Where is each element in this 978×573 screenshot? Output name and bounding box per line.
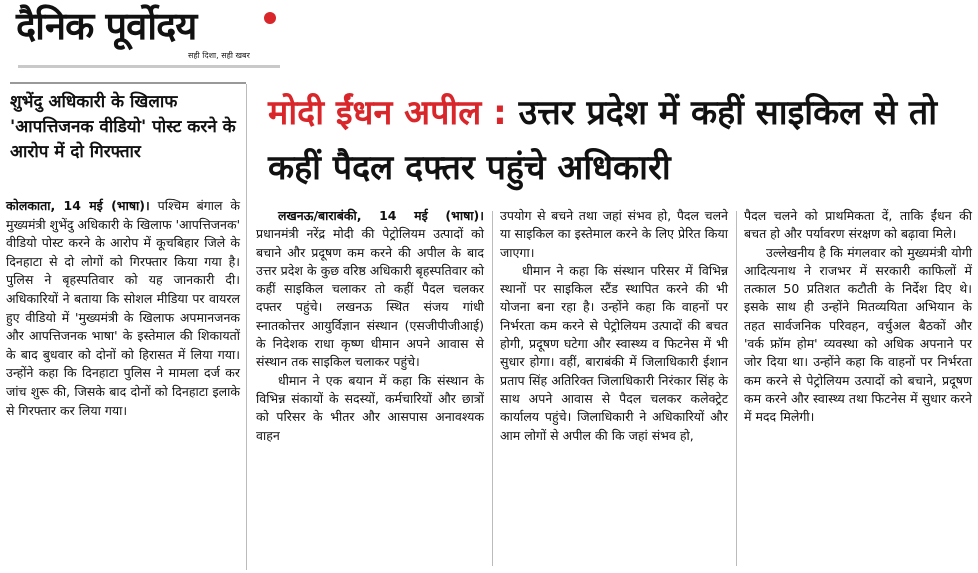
col3-paragraph-1: पैदल चलने को प्राथमिकता दें, ताकि ईंधन की बचत हो और पर्यावरण संरक्षण को बढ़ावा मिले। — [744, 208, 972, 242]
headline-rest: उत्तर प्रदेश में कहीं साइकिल से तो कहीं पैदल दफ्तर पहुंचे अधिकारी — [268, 93, 938, 188]
col2-paragraph-2: धीमान ने कहा कि संस्थान परिसर में विभिन्न स्थानों पर साइकिल स्टैंड स्थापित करने की भी योजना बना रहा है। उन्होंने कहा कि वाहनों पर निर्भरता कम करने से पेट्रोलियम उत्पादों की बचत होगी, प्रदूषण घटेगा और स्वास्थ्य व फिटनेस में भी सुधार होगा। वहीं, बाराबंकी में जिलाधिकारी ईशान प्रताप सिंह अतिरिक्त जिलाधिकारी निरंकार सिंह के साथ अपने आवास से पैदल चलकर कलेक्ट्रेट कार्यालय पहुंचे। जिलाधिकारी ने अधिकारियों और आम लोगों से अपील की कि जहां संभव हो, — [500, 262, 728, 443]
masthead-tagline: सही दिशा, सही खबर — [188, 51, 250, 60]
col1-paragraph-2: धीमान ने एक बयान में कहा कि संस्थान के विभिन्न संकायों के सदस्यों, कर्मचारियों और छात्रों को परिसर के भीतर और आसपास अनावश्यक वाहन — [256, 372, 484, 443]
column-divider — [492, 211, 493, 566]
left-story-dateline: कोलकाता, 14 मई (भाषा)। — [6, 198, 150, 213]
masthead-rule — [18, 65, 280, 68]
col2-paragraph-1: उपयोग से बचने तथा जहां संभव हो, पैदल चलने या साइकिल का इस्तेमाल करने के लिए प्रेरित किया जाएगा। — [500, 208, 728, 260]
masthead — [8, 4, 280, 70]
column-divider — [246, 84, 247, 570]
left-story-text: पश्चिम बंगाल के मुख्यमंत्री शुभेंदु अधिकारी के खिलाफ 'आपत्तिजनक' वीडियो पोस्ट करने के आरोप में कूचबिहार जिले के दिनहाटा से दो लोगों को गिरफ्तार किया गया है। पुलिस ने बृहस्पतिवार को यह जानकारी दी। अधिकारियों ने बताया कि सोशल मीडिया पर वायरल हुए वीडियो में 'मुख्यमंत्री के खिलाफ अपमानजनक और आपत्तिजनक भाषा' के इस्तेमाल की शिकायतों के बाद बुधवार को दोनों को हिरासत में लिया गया। उन्होंने कहा कि दिनहाटा पुलिस ने मामला दर्ज कर जांच शुरू की, जिसके बाद दोनों को दिनहाटा इलाके से गिरफ्तार कर लिया गया। — [6, 198, 240, 418]
headline-highlight: मोदी ईंधन अपील : — [268, 93, 507, 133]
newspaper-logo: दैनिक पूर्वोदय — [16, 3, 197, 48]
left-story-headline: शुभेंदु अधिकारी के खिलाफ 'आपत्तिजनक वीडियो' पोस्ट करने के आरोप में दो गिरफ्तार — [10, 92, 236, 162]
main-story-column-1 — [256, 207, 484, 445]
logo-red-dot — [264, 12, 276, 24]
left-column-rule — [10, 82, 246, 84]
main-story-columns — [256, 207, 972, 572]
main-story-column-2 — [500, 207, 728, 445]
column-divider — [736, 211, 737, 566]
col1-paragraph-1: प्रधानमंत्री नरेंद्र मोदी की पेट्रोलियम उत्पादों को बचाने और प्रदूषण कम करने की अपील के बाद उत्तर प्रदेश के कुछ वरिष्ठ अधिकारी बृहस्पतिवार को कहीं साइकिल चलाकर तो कहीं पैदल चलकर दफ्तर पहुंचे। लखनऊ स्थित संजय गांधी स्नातकोत्तर आयुर्विज्ञान संस्थान (एसजीपीजीआई) के निदेशक राधा कृष्ण धीमान अपने आवास से संस्थान तक साइकिल चलाकर पहुंचे। — [256, 226, 484, 370]
col3-paragraph-2: उल्लेखनीय है कि मंगलवार को मुख्यमंत्री योगी आदित्यनाथ ने राजभर में सरकारी काफिलों में तत्काल 50 प्रतिशत कटौती के निर्देश दिए थे। इसके साथ ही उन्होंने मितव्ययिता अभियान के तहत सार्वजनिक परिवहन, वर्चुअल बैठकों और 'वर्क फ्रॉम होम' व्यवस्था को अधिक अपनाने पर जोर दिया था। उन्होंने कहा कि वाहनों पर निर्भरता कम करने से पेट्रोलियम उत्पादों को बचाने, प्रदूषण कम करने और स्वास्थ्य तथा फिटनेस में सुधार करने में मदद मिलेगी। — [744, 244, 972, 425]
main-story-headline — [268, 86, 973, 196]
main-story-column-3 — [744, 207, 972, 427]
left-story-body — [6, 197, 240, 420]
main-story-dateline: लखनऊ/बाराबंकी, 14 मई (भाषा)। — [278, 208, 484, 223]
